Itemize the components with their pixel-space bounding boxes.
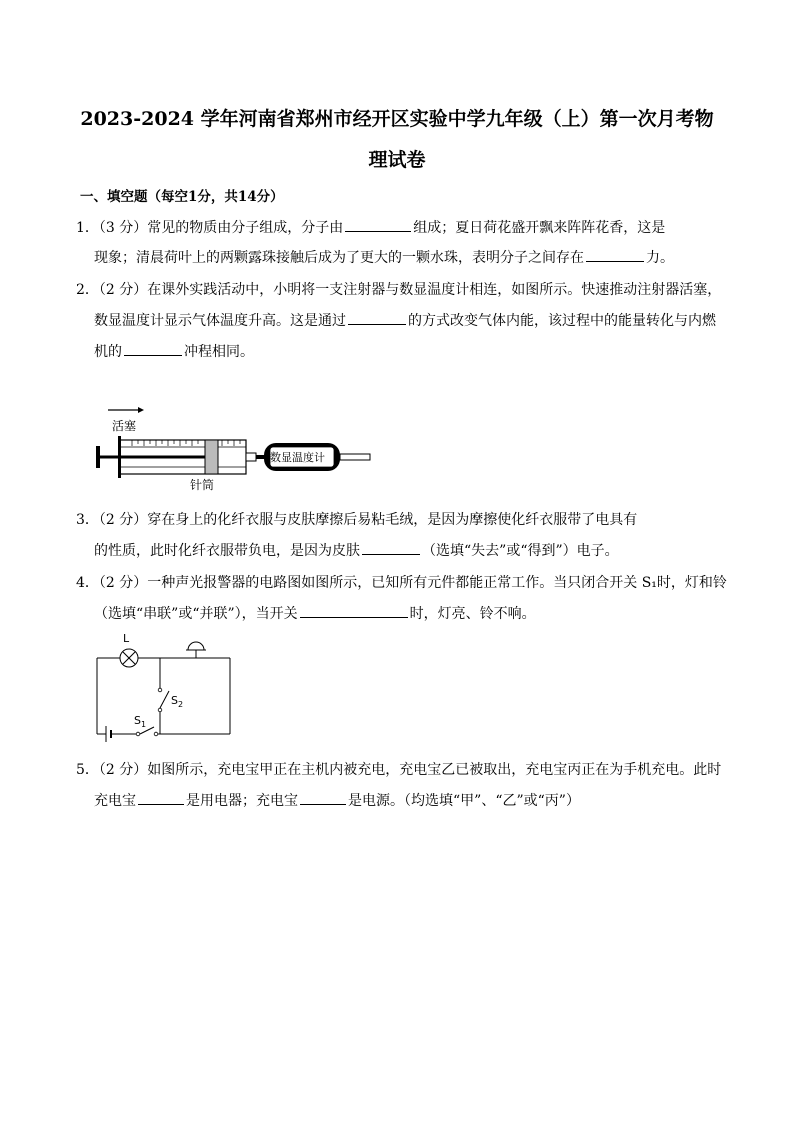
thermometer-probe	[340, 454, 370, 460]
syringe-nozzle	[246, 453, 256, 461]
q5-line2	[94, 790, 580, 810]
thermometer-label: 数显温度计	[270, 451, 325, 464]
section-heading: 一、填空题（每空1分，共14分）	[80, 189, 284, 205]
q5-blank-1[interactable]	[138, 790, 184, 805]
q5-text-b: 是用电器；充电宝	[186, 793, 298, 809]
q1-text-a: 1．（3 分）常见的物质由分子组成，分子由	[76, 220, 344, 236]
push-arrow-head	[138, 407, 144, 413]
q2-line3	[94, 341, 254, 361]
s2-contact-bottom	[158, 708, 162, 712]
q1-blank-2[interactable]	[586, 247, 644, 262]
q2-text-c: 机的	[94, 344, 122, 360]
q2-text-a: 数显温度计显示气体温度升高。这是通过	[94, 313, 346, 329]
q3-blank-1[interactable]	[362, 540, 420, 555]
q4-text-b: 时，灯亮、铃不响。	[409, 606, 536, 622]
s2-label: $S_2$	[171, 694, 184, 709]
bell-icon	[188, 642, 204, 650]
q3-text-b: （选填“失去”或“得到”）电子。	[422, 543, 619, 559]
connector	[256, 455, 264, 459]
q3-line2	[94, 540, 619, 560]
s1-label: $S_1$	[134, 714, 147, 729]
q2-line2	[94, 310, 716, 330]
q1-text-d: 力。	[646, 250, 674, 266]
q1-line1	[76, 217, 665, 237]
scale-ticks	[132, 440, 240, 446]
q2-text-d: 冲程相同。	[184, 344, 254, 360]
s1-contact-left	[136, 732, 140, 736]
q4-blank-1[interactable]	[300, 603, 408, 618]
circuit-figure	[92, 630, 237, 745]
q5-text-a: 充电宝	[94, 793, 136, 809]
plunger-cap	[96, 446, 100, 468]
s1-contact-right	[154, 732, 158, 736]
q2-blank-1[interactable]	[348, 310, 406, 325]
q1-blank-1[interactable]	[345, 217, 411, 232]
q5-text-c: 是电源。（均选填“甲”、“乙”或“丙”）	[348, 793, 580, 809]
q3-text-a: 的性质，此时化纤衣服带负电，是因为皮肤	[94, 543, 360, 559]
piston-head	[205, 440, 218, 474]
q4-line2	[94, 603, 536, 623]
title-line-1: 2023-2024 学年河南省郑州市经开区实验中学九年级（上）第一次月考物	[80, 108, 714, 130]
q4-line1: 4．（2 分）一种声光报警器的电路图如图所示，已知所有元件都能正常工作。当只闭合开关 S₁时，灯和铃	[76, 575, 727, 591]
q5-blank-2[interactable]	[300, 790, 346, 805]
plunger-label: 活塞	[112, 419, 137, 433]
q4-text-a: （选填“串联”或“并联”），当开关	[94, 606, 298, 622]
lamp-label: L	[123, 632, 130, 645]
s2-contact-top	[158, 688, 162, 692]
syringe-figure	[92, 402, 377, 492]
barrel-flange	[118, 436, 121, 478]
barrel-label: 针筒	[190, 478, 215, 492]
q2-blank-2[interactable]	[124, 341, 182, 356]
s2-switch-icon[interactable]	[160, 691, 169, 708]
q1-text-b: 组成；夏日荷花盛开飘来阵阵花香，这是	[413, 220, 666, 236]
q5-line1: 5．（2 分）如图所示，充电宝甲正在主机内被充电，充电宝乙已被取出，充电宝丙正在为手机充电。此时	[76, 762, 722, 778]
q3-line1: 3．（2 分）穿在身上的化纤衣服与皮肤摩擦后易粘毛绒，是因为摩擦使化纤衣服带了电具有	[76, 512, 638, 528]
q2-line1: 2．（2 分）在课外实践活动中，小明将一支注射器与数显温度计相连，如图所示。快速推动注射器活塞，	[76, 282, 722, 298]
q1-text-c: 现象；清晨荷叶上的两颗露珠接触后成为了更大的一颗水珠，表明分子之间存在	[94, 250, 584, 266]
title-line-2: 理试卷	[368, 149, 426, 171]
q2-text-b: 的方式改变气体内能，该过程中的能量转化与内燃	[408, 313, 716, 329]
q1-line2	[94, 247, 674, 267]
